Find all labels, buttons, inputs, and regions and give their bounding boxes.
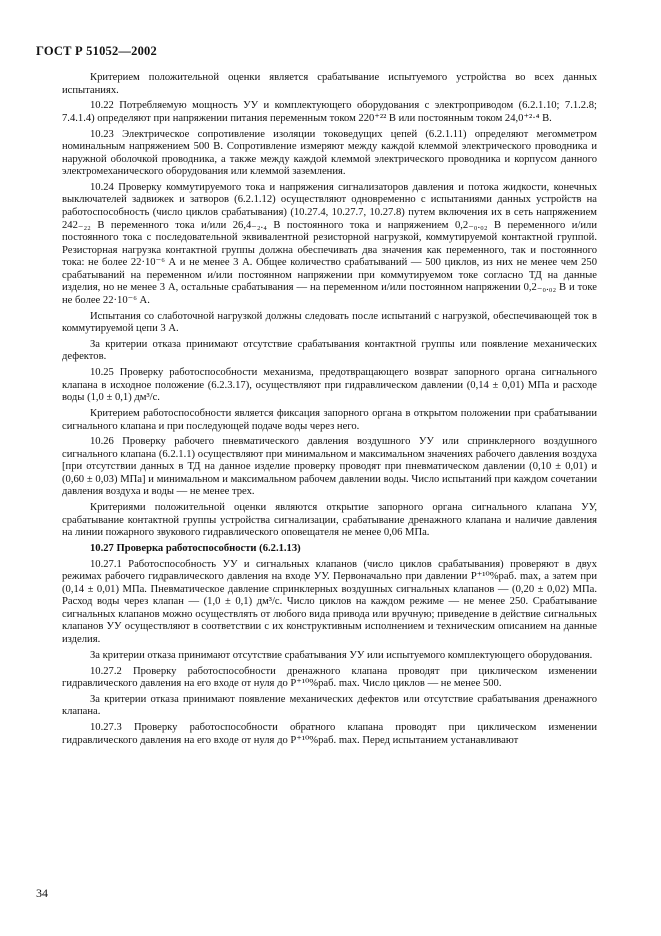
section-heading: 10.27 Проверка работоспособности (6.2.1.13) [90,543,301,555]
paragraph: Критерием положительной оценки является срабатывание испытуемого устройства во всех данных испытаниях. [62,72,597,96]
paragraph: За критерии отказа принимают появление механических дефектов или отсутствие срабатывания дренажного клапана. [62,693,597,718]
paragraph: 10.27.1 Работоспособность УУ и сигнальных клапанов (число циклов срабатывания) проверяют в двух режимах рабочего гидравлического давления на входе УУ. Первоначально при давлении P⁺¹⁰%раб. max, а затем при (0,14 ± 0,01) МПа. Пневматическое давление спринклерных воздушных сигнальных клапанов — (0,20 ± 0,02) МПа. Расход воды через клапан — (1,0 ± 0,1) дм³/с. Число циклов на каждом режиме — не менее 250. Срабатывание сигнальных клапанов можно осуществлять от любого вида привода или вручную; приведение в действие сигнальных клапанов УУ осуществляют в соответствии с их конструктивным исполнением и техническим описанием на данные изделия. [62,558,597,646]
paragraph: Испытания со слаботочной нагрузкой должны следовать после испытаний с нагрузкой, обеспечивающей ток в коммутируемой цепи 3 А. [62,310,597,335]
paragraph: 10.26 Проверку рабочего пневматического давления воздушного УУ или спринклерного воздушного сигнального клапана (6.2.1.1) осуществляют при минимальном и максимальном значениях рабочего давления воздуха [при отсутствии данных в ТД на данное изделие проверку проводят при пневматическом давлении (0,10 ± 0,01) и (0,60 ± 0,03) МПа] и минимальном и максимальном рабочем давлении воды. Число испытаний при каждом сочетании давления воздуха и воды — не менее трех. [62,436,597,498]
paragraph: Критериями положительной оценки являются открытие запорного органа сигнального клапана УУ, срабатывание контактной группы устройства сигнализации, срабатывание дренажного клапана и наличие давления на линии пожарного звукового гидравлического оповещателя не менее 0,06 МПа. [62,502,597,539]
paragraph: 10.24 Проверку коммутируемого тока и напряжения сигнализаторов давления и потока жидкости, конечных выключателей задвижек и затворов (6.2.1.12) осуществляют одновременно с испытаниями данных устройств на работоспособность (число циклов срабатывания) (10.27.4, 10.27.7, 10.27.8) путем включения их в сеть напряжением 242₋₂₂ В переменного тока и/или 26,4₋₂.₄ В постоянного тока и напряжением 0,2₋₀.₀₂ В переменного и/или постоянного тока с последовательной эквивалентной резисторной нагрузкой, коммутируемой контактной группой. Резисторная нагрузка контактной группы должна обеспечивать два значения как переменного, так и постоянного тока: не более 22·10⁻⁶ А и не менее 3 А. Общее количество срабатываний — 500 циклов, из них не менее чем 250 срабатываний на переменном и/или постоянном напряжении при коммутируемом токе согласно ТД на данные изделия, но не менее 3 А, остальные срабатывания — на переменном и/или постоянном напряжении 0,2₋₀.₀₂ В и токе не более 22·10⁻⁶ А. [62,181,597,306]
paragraph: Критерием работоспособности является фиксация запорного органа в открытом положении при срабатывании сигнального клапана и при последующей подаче воды через него. [62,407,597,432]
paragraph: За критерии отказа принимают отсутствие срабатывания контактной группы или появление механических дефектов. [62,338,597,363]
document-header: ГОСТ Р 51052—2002 [36,44,157,58]
paragraph: За критерии отказа принимают отсутствие срабатывания УУ или испытуемого комплектующего оборудования. [90,649,593,661]
page-number: 34 [36,886,48,900]
paragraph: 10.22 Потребляемую мощность УУ и комплектующего оборудования с электроприводом (6.2.1.10; 7.1.2.8; 7.4.1.4) определяют при напряжении питания переменным током 220⁺²² В или постоянным током 24,0⁺²·⁴ В. [62,100,597,124]
paragraph: 10.25 Проверку работоспособности механизма, предотвращающего возврат запорного органа сигнального клапана в исходное положение (6.2.3.17), осуществляют при гидравлическом давлении (0,14 ± 0,01) МПа и расходе воды (1,0 ± 0,1) дм³/с. [62,367,597,404]
paragraph: 10.27.3 Проверку работоспособности обратного клапана проводят при циклическом изменении гидравлического давления на его входе от нуля до P⁺¹⁰%раб. max. Перед испытанием устанавливают [62,722,597,746]
paragraph: 10.27.2 Проверку работоспособности дренажного клапана проводят при циклическом изменении гидравлического давления на его входе от нуля до P⁺¹⁰%раб. max. Число циклов — не менее 500. [62,665,597,690]
document-body [62,72,597,750]
paragraph: 10.23 Электрическое сопротивление изоляции токоведущих цепей (6.2.1.11) определяют мегомметром номинальным напряжением 500 В. Сопротивление измеряют между каждой клеммой электрического проводника и наружной оболочкой проводника, а также между каждой клеммой электрического проводника и корпусом данного электромеханического оборудования или клеммой заземления. [62,128,597,178]
